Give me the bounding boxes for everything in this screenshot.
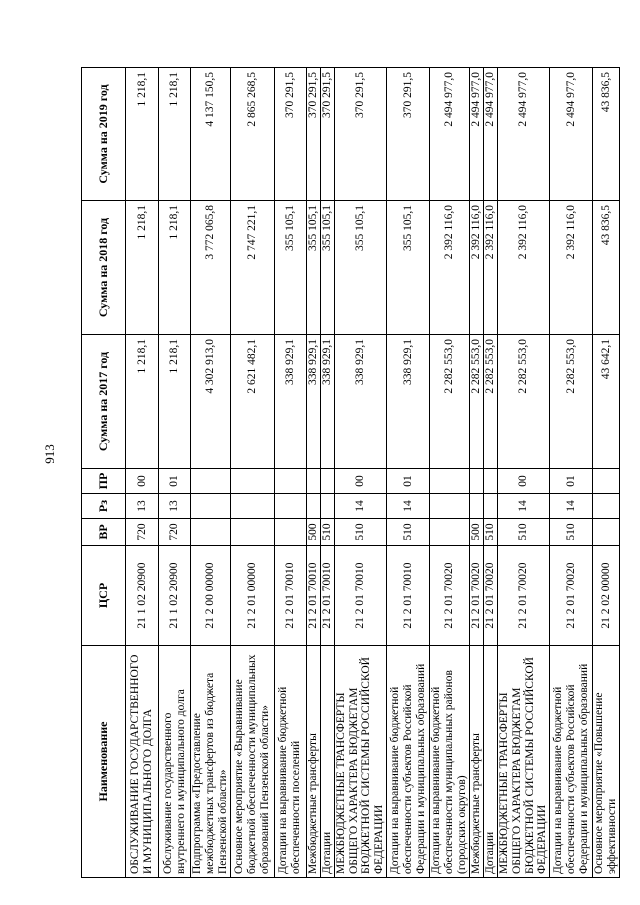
cell-pr [306, 469, 320, 494]
cell-csr: 21 2 01 70010 [274, 546, 306, 646]
table-row [191, 68, 231, 878]
cell-sum-2019: 370 291,5 [387, 68, 430, 201]
budget-table [81, 67, 620, 878]
table-row [306, 68, 320, 878]
cell-rz [483, 494, 497, 519]
cell-sum-2017: 4 302 913,0 [191, 335, 231, 469]
header-name: Наименование [82, 646, 126, 878]
cell-sum-2017: 338 929,1 [320, 335, 334, 469]
cell-sum-2017: 338 929,1 [306, 335, 320, 469]
cell-sum-2018: 355 105,1 [387, 201, 430, 335]
cell-sum-2019: 1 218,1 [159, 68, 191, 201]
cell-pr [430, 469, 470, 494]
table-row [430, 68, 470, 878]
cell-pr: 01 [550, 469, 593, 494]
cell-sum-2018: 43 836,5 [593, 201, 620, 335]
cell-sum-2018: 2 392 116,0 [497, 201, 550, 335]
cell-rz: 14 [387, 494, 430, 519]
cell-csr: 21 1 02 20900 [126, 546, 159, 646]
cell-vr: 720 [159, 519, 191, 546]
cell-name: Дотации на выравнивание бюджетной обеспеченности субъектов Российской Федерации и муниципальных образований [550, 646, 593, 878]
cell-name: Дотации на выравнивание бюджетной обеспеченности поселений [274, 646, 306, 878]
cell-csr: 21 2 01 70020 [497, 546, 550, 646]
cell-csr: 21 2 01 70020 [483, 546, 497, 646]
cell-rz [274, 494, 306, 519]
table-row [550, 68, 593, 878]
cell-name: ОБСЛУЖИВАНИЕ ГОСУДАРСТВЕННОГО И МУНИЦИПАЛЬНОГО ДОЛГА [126, 646, 159, 878]
cell-vr: 510 [550, 519, 593, 546]
cell-sum-2017: 2 282 553,0 [497, 335, 550, 469]
header-rz: Рз [82, 494, 126, 519]
cell-sum-2017: 2 282 553,0 [483, 335, 497, 469]
cell-sum-2017: 2 282 553,0 [469, 335, 483, 469]
cell-pr [469, 469, 483, 494]
cell-sum-2018: 1 218,1 [159, 201, 191, 335]
cell-pr: 01 [159, 469, 191, 494]
table-row [497, 68, 550, 878]
cell-csr: 21 2 01 70010 [306, 546, 320, 646]
cell-pr: 00 [497, 469, 550, 494]
cell-name: Межбюджетные трансферты [469, 646, 483, 878]
cell-vr: 510 [334, 519, 387, 546]
cell-vr: 500 [306, 519, 320, 546]
cell-rz [593, 494, 620, 519]
cell-sum-2019: 2 494 977,0 [550, 68, 593, 201]
cell-rz [469, 494, 483, 519]
header-csr: ЦСР [82, 546, 126, 646]
cell-sum-2018: 1 218,1 [126, 201, 159, 335]
cell-sum-2019: 2 494 977,0 [497, 68, 550, 201]
cell-sum-2019: 2 494 977,0 [483, 68, 497, 201]
cell-pr [230, 469, 274, 494]
cell-sum-2018: 2 392 116,0 [430, 201, 470, 335]
cell-vr [274, 519, 306, 546]
cell-sum-2017: 338 929,1 [387, 335, 430, 469]
table-row [320, 68, 334, 878]
cell-sum-2017: 338 929,1 [274, 335, 306, 469]
cell-sum-2017: 2 282 553,0 [550, 335, 593, 469]
cell-pr [593, 469, 620, 494]
cell-sum-2019: 4 137 150,5 [191, 68, 231, 201]
cell-sum-2018: 355 105,1 [274, 201, 306, 335]
cell-sum-2019: 43 836,5 [593, 68, 620, 201]
cell-vr: 510 [483, 519, 497, 546]
cell-csr: 21 2 01 70020 [550, 546, 593, 646]
cell-name: МЕЖБЮДЖЕТНЫЕ ТРАНСФЕРТЫ ОБЩЕГО ХАРАКТЕРА БЮДЖЕТАМ БЮДЖЕТНОЙ СИСТЕМЫ РОССИЙСКОЙ ФЕДЕРАЦИИ [497, 646, 550, 878]
table-row [469, 68, 483, 878]
cell-rz [430, 494, 470, 519]
cell-sum-2018: 3 772 065,8 [191, 201, 231, 335]
cell-sum-2019: 370 291,5 [274, 68, 306, 201]
cell-csr: 21 2 01 70010 [320, 546, 334, 646]
cell-vr: 510 [497, 519, 550, 546]
cell-pr [191, 469, 231, 494]
cell-csr: 21 2 01 70010 [387, 546, 430, 646]
rotated-page-content [81, 68, 619, 878]
cell-vr [430, 519, 470, 546]
cell-csr: 21 1 02 20900 [159, 546, 191, 646]
cell-name: Межбюджетные трансферты [306, 646, 320, 878]
cell-name: Дотации [320, 646, 334, 878]
cell-sum-2019: 370 291,5 [306, 68, 320, 201]
cell-pr [320, 469, 334, 494]
cell-sum-2018: 2 392 116,0 [550, 201, 593, 335]
cell-vr: 510 [387, 519, 430, 546]
cell-rz: 14 [497, 494, 550, 519]
cell-rz: 13 [159, 494, 191, 519]
cell-pr [274, 469, 306, 494]
cell-sum-2019: 370 291,5 [320, 68, 334, 201]
cell-pr: 00 [126, 469, 159, 494]
cell-pr [483, 469, 497, 494]
header-vr: ВР [82, 519, 126, 546]
cell-rz: 14 [334, 494, 387, 519]
cell-name: Основное мероприятие «Повышение эффективности [593, 646, 620, 878]
cell-sum-2018: 355 105,1 [334, 201, 387, 335]
table-row [274, 68, 306, 878]
table-row [159, 68, 191, 878]
cell-csr: 21 2 01 70020 [430, 546, 470, 646]
cell-pr: 00 [334, 469, 387, 494]
cell-sum-2018: 355 105,1 [306, 201, 320, 335]
cell-sum-2019: 2 865 268,5 [230, 68, 274, 201]
cell-vr: 510 [320, 519, 334, 546]
table-row [334, 68, 387, 878]
cell-name: Обслуживание государственного внутреннего и муниципального долга [159, 646, 191, 878]
cell-sum-2018: 355 105,1 [320, 201, 334, 335]
table-header-row [82, 68, 126, 878]
cell-sum-2019: 1 218,1 [126, 68, 159, 201]
cell-rz [230, 494, 274, 519]
cell-sum-2019: 2 494 977,0 [469, 68, 483, 201]
cell-sum-2017: 2 621 482,1 [230, 335, 274, 469]
table-row [483, 68, 497, 878]
cell-csr: 21 2 02 00000 [593, 546, 620, 646]
cell-pr: 01 [387, 469, 430, 494]
cell-csr: 21 2 00 00000 [191, 546, 231, 646]
cell-rz [191, 494, 231, 519]
cell-sum-2018: 2 392 116,0 [469, 201, 483, 335]
cell-name: Дотации на выравнивание бюджетной обеспеченности субъектов Российской Федерации и муниципальных образований [387, 646, 430, 878]
cell-sum-2019: 370 291,5 [334, 68, 387, 201]
header-sum-2019: Сумма на 2019 год [82, 68, 126, 201]
cell-sum-2018: 2 747 221,1 [230, 201, 274, 335]
cell-csr: 21 2 01 70010 [334, 546, 387, 646]
cell-vr: 500 [469, 519, 483, 546]
table-row [593, 68, 620, 878]
cell-csr: 21 2 01 70020 [469, 546, 483, 646]
cell-sum-2017: 1 218,1 [126, 335, 159, 469]
cell-csr: 21 2 01 00000 [230, 546, 274, 646]
cell-sum-2019: 2 494 977,0 [430, 68, 470, 201]
table-row [230, 68, 274, 878]
cell-vr [191, 519, 231, 546]
cell-sum-2017: 338 929,1 [334, 335, 387, 469]
cell-rz [320, 494, 334, 519]
table-row [126, 68, 159, 878]
cell-name: Дотации [483, 646, 497, 878]
table-row [387, 68, 430, 878]
cell-rz: 14 [550, 494, 593, 519]
header-sum-2017: Сумма на 2017 год [82, 335, 126, 469]
cell-sum-2017: 43 642,1 [593, 335, 620, 469]
cell-name: Основное мероприятие «Выравнивание бюджетной обеспеченности муниципальных образований Пензенской области» [230, 646, 274, 878]
cell-rz: 13 [126, 494, 159, 519]
cell-name: Дотации на выравнивание бюджетной обеспеченности муниципальных районов (городских округов) [430, 646, 470, 878]
header-sum-2018: Сумма на 2018 год [82, 201, 126, 335]
cell-name: Подпрограмма «Предоставление межбюджетных трансфертов из бюджета Пензенской области» [191, 646, 231, 878]
cell-name: МЕЖБЮДЖЕТНЫЕ ТРАНСФЕРТЫ ОБЩЕГО ХАРАКТЕРА БЮДЖЕТАМ БЮДЖЕТНОЙ СИСТЕМЫ РОССИЙСКОЙ ФЕДЕРАЦИИ [334, 646, 387, 878]
cell-rz [306, 494, 320, 519]
cell-vr [593, 519, 620, 546]
cell-sum-2018: 2 392 116,0 [483, 201, 497, 335]
cell-sum-2017: 2 282 553,0 [430, 335, 470, 469]
cell-sum-2017: 1 218,1 [159, 335, 191, 469]
cell-vr: 720 [126, 519, 159, 546]
page-number: 913 [42, 444, 57, 464]
cell-vr [230, 519, 274, 546]
header-pr: ПР [82, 469, 126, 494]
